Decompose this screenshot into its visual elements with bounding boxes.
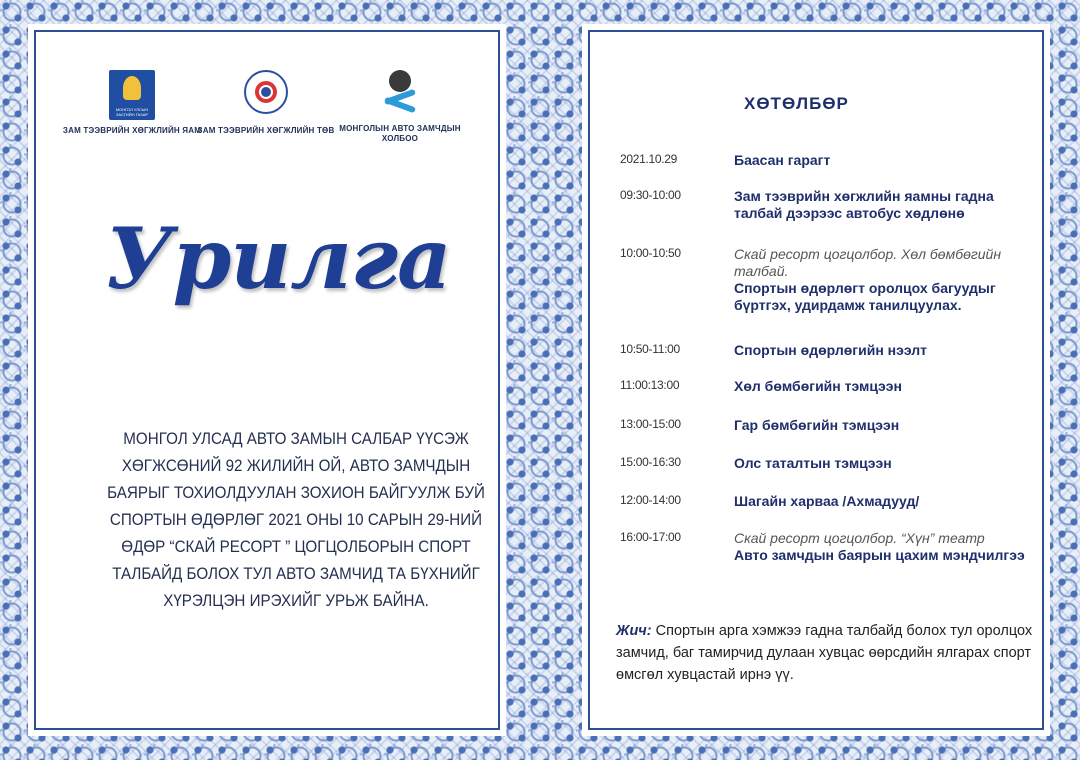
schedule-time: 12:00-14:00 (620, 493, 681, 507)
road-association-caption: МОНГОЛЫН АВТО ЗАМЧДЫН ХОЛБОО (339, 124, 461, 143)
schedule-time: 09:30-10:00 (620, 188, 681, 202)
schedule-time: 16:00-17:00 (620, 530, 681, 544)
schedule-time: 11:00:13:00 (620, 378, 680, 392)
road-center-caption: ЗАМ ТЭЭВРИЙН ХӨГЖЛИЙН ТӨВ (197, 126, 335, 135)
schedule-time: 10:50-11:00 (620, 342, 680, 356)
footnote (616, 620, 1036, 686)
schedule-event: Авто замчдын баярын цахим мэндчилгээ (734, 547, 1025, 563)
schedule-event: Гар бөмбөгийн тэмцээн (734, 417, 900, 433)
program-panel (582, 24, 1050, 736)
invitation-title: Урилга (105, 209, 451, 308)
schedule-location: Скай ресорт цогцолбор. “Хүн” театр (734, 530, 985, 546)
road-center-logo (196, 70, 336, 136)
invitation-text: МОНГОЛ УЛСАД АВТО ЗАМЫН САЛБАР ҮҮСЭЖ ХӨГЖСӨНИЙ 92 ЖИЛИЙН ОЙ, АВТО ЗАМЧДЫН БАЯРЫГ ТОХИОЛДУУЛАН ЗОХИОН БАЙГУУЛЖ БУЙ СПОРТЫН ӨДӨРЛӨГ 2021 ОНЫ 10 САРЫН 29-НИЙ ӨДӨР “СКАЙ РЕСОРТ ” ЦОГЦОЛБОРЫН СПОРТ ТАЛБАЙД БОЛОХ ТУЛ АВТО ЗАМЧИД ТА БҮХНИЙГ ХҮРЭЛЦЭН ИРЭХИЙГ УРЬЖ БАЙНА. (107, 430, 485, 610)
schedule-time: 15:00-16:30 (620, 455, 681, 469)
schedule-time: 2021.10.29 (620, 152, 678, 166)
footnote-label: Жич: (616, 623, 652, 639)
invitation-panel (28, 24, 506, 736)
schedule-event: Спортын өдөрлөгт оролцох багуудыг бүртгэх, удирдамж танилцуулах. (734, 280, 996, 313)
road-center-logo-icon (244, 70, 288, 114)
schedule-event: Баасан гарагт (734, 152, 831, 168)
schedule-location: Скай ресорт цогцолбор. Хөл бөмбөгийн талбай. (734, 246, 1002, 279)
road-association-logo-icon (382, 70, 418, 118)
schedule-event: Шагайн харваа /Ахмадууд/ (734, 493, 920, 509)
ministry-caption: ЗАМ ТЭЭВРИЙН ХӨГЖЛИЙН ЯАМ (62, 126, 202, 135)
program-title: ХӨТӨЛБӨР (744, 94, 849, 113)
road-association-logo (330, 70, 470, 144)
state-emblem-icon: МОНГОЛ УЛСЫН ЗАСГИЙН ГАЗАР (109, 70, 155, 120)
schedule-event: Олс таталтын тэмцээн (734, 455, 892, 471)
schedule-event: Хөл бөмбөгийн тэмцээн (734, 378, 902, 394)
schedule-time: 10:00-10:50 (620, 246, 681, 260)
footnote-text: Спортын арга хэмжээ гадна талбайд болох тул оролцох замчид, баг тамирчид дулаан хувцас өөрсдийн ялгарах спорт өмсгөл хувцастай ирнэ үү. (616, 623, 1033, 683)
ministry-logo (62, 70, 202, 136)
schedule-time: 13:00-15:00 (620, 417, 681, 431)
schedule-event: Спортын өдөрлөгийн нээлт (734, 342, 927, 358)
schedule-event: Зам тээврийн хөгжлийн яамны гадна талбай дээрээс автобус хөдлөнө (734, 188, 994, 221)
